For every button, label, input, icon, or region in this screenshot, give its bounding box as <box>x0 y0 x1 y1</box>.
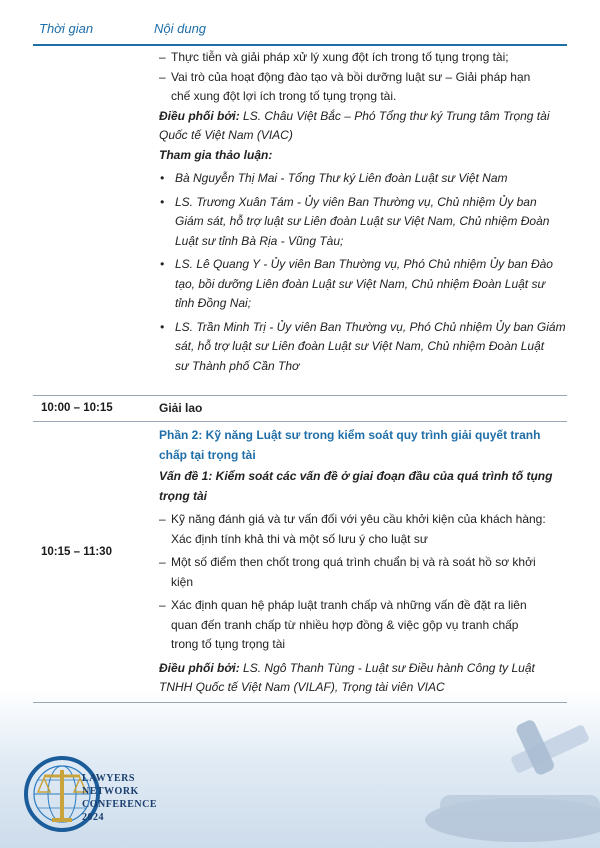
table-row <box>33 422 567 703</box>
list-item <box>159 596 569 655</box>
issue-title <box>159 467 569 506</box>
logo-line-2: NETWORK <box>82 786 139 797</box>
list-item-line: – Kỹ năng đánh giá và tư vấn đối với yêu cầu khởi kiện của khách hàng: <box>171 512 546 526</box>
logo-text <box>82 772 157 824</box>
participant-line: sư Thành phố Cần Thơ <box>175 358 300 373</box>
list-item-line: – Vai trò của hoạt động đào tạo và bồi dưỡng luật sư – Giải pháp hạn <box>171 69 531 84</box>
participant-item <box>159 255 569 314</box>
table-header <box>33 10 567 46</box>
list-item <box>159 553 569 592</box>
moderator-line: TNHH Quốc tế Việt Nam (VILAF), Trọng tài viên VIAC <box>159 680 445 694</box>
participant-line: • LS. Trương Xuân Tám - Ủy viên Ban Thường vụ, Chủ nhiệm Ủy ban <box>175 194 537 209</box>
participant-item <box>159 193 569 252</box>
participant-line: Giám sát, hỗ trợ luật sư Liên đoàn Luật sư Việt Nam, Chủ nhiệm Đoàn <box>175 214 550 228</box>
moderator-label: Điều phối bởi: <box>159 660 240 675</box>
list-item <box>159 48 569 68</box>
header-time: Thời gian <box>39 21 94 36</box>
table-row <box>33 396 567 422</box>
discussion-label: Tham gia thảo luận: <box>159 147 273 162</box>
moderator-name: LS. Châu Việt Bắc – Phó Tổng thư ký Trung tâm Trọng tài <box>239 108 550 123</box>
list-item-line: trong tố tụng trọng tài <box>171 637 286 651</box>
part-title-line: Phần 2: Kỹ năng Luật sư trong kiểm soát quy trình giải quyết tranh <box>159 428 541 442</box>
row-content <box>159 426 569 698</box>
participant-item <box>159 318 569 377</box>
participant-line: • LS. Trần Minh Trị - Ủy viên Ban Thường vụ, Phó Chủ nhiệm Ủy ban Giám <box>175 319 566 334</box>
part-title <box>159 426 569 465</box>
list-item-line: Xác định tính khả thi và một số lưu ý cho luật sư <box>171 531 428 546</box>
moderator-name: LS. Ngô Thanh Tùng - Luật sư Điều hành Công ty Luật <box>239 660 535 675</box>
part-title-line: chấp tại trọng tài <box>159 447 256 462</box>
moderator-line: Quốc tế Việt Nam (VIAC) <box>159 128 293 142</box>
row-content: Giải lao <box>159 401 203 415</box>
moderator <box>159 107 569 146</box>
list-item-line: – Một số điểm then chốt trong quá trình chuẩn bị và rà soát hồ sơ khởi <box>171 555 536 569</box>
participant-line: • LS. Lê Quang Y - Ủy viên Ban Thường vụ, Phó Chủ nhiệm Ủy ban Đào <box>175 257 553 271</box>
moderator-line <box>159 107 569 127</box>
participant-line: sát, hỗ trợ luật sư Liên đoàn Luật sư Việt Nam, Chủ nhiệm Đoàn Luật <box>175 339 545 353</box>
participant-line: Luật sư tỉnh Bà Rịa - Vũng Tàu; <box>175 233 344 248</box>
list-item <box>159 68 569 107</box>
list-item-line: chế xung đột lợi ích trong tố tụng trọng tài. <box>171 89 397 103</box>
gavel-background-image <box>360 700 600 848</box>
table-row <box>33 44 567 396</box>
moderator <box>159 659 569 698</box>
participant-line: tạo, bồi dưỡng Liên đoàn Luật sư Việt Nam, Chủ nhiệm Đoàn Luật sư <box>175 276 546 291</box>
row-time: 10:15 – 11:30 <box>41 546 112 558</box>
moderator-line <box>159 659 569 679</box>
participant-line: • Bà Nguyễn Thị Mai - Tổng Thư ký Liên đoàn Luật sư Việt Nam <box>175 171 508 185</box>
issue-title-line: trọng tài <box>159 488 207 503</box>
list-item-line: kiện <box>171 574 194 589</box>
row-content <box>159 48 569 376</box>
list-item <box>159 510 569 549</box>
logo-line-3: CONFERENCE <box>82 799 158 810</box>
list-item-line: – Xác định quan hệ pháp luật tranh chấp và những vấn đề đặt ra liên <box>171 598 527 612</box>
moderator-label: Điều phối bởi: <box>159 108 240 123</box>
list-item-line: quan đến tranh chấp từ nhiều hợp đồng & việc gộp vụ tranh chấp <box>171 617 519 632</box>
participant-line: tỉnh Đồng Nai; <box>175 296 252 310</box>
list-item-line: – Thực tiễn và giải pháp xử lý xung đột ích trong tố tụng trọng tài; <box>171 50 509 64</box>
logo-line-1: LAWYERS <box>82 773 135 784</box>
participant-item <box>159 169 569 189</box>
issue-title-line: Vấn đề 1: Kiểm soát các vấn đề ở giai đoạn đầu của quá trình tố tụng <box>159 469 553 483</box>
logo-line-4: 2024 <box>82 812 104 823</box>
row-time: 10:00 – 10:15 <box>41 402 113 414</box>
header-content: Nội dung <box>154 21 207 36</box>
